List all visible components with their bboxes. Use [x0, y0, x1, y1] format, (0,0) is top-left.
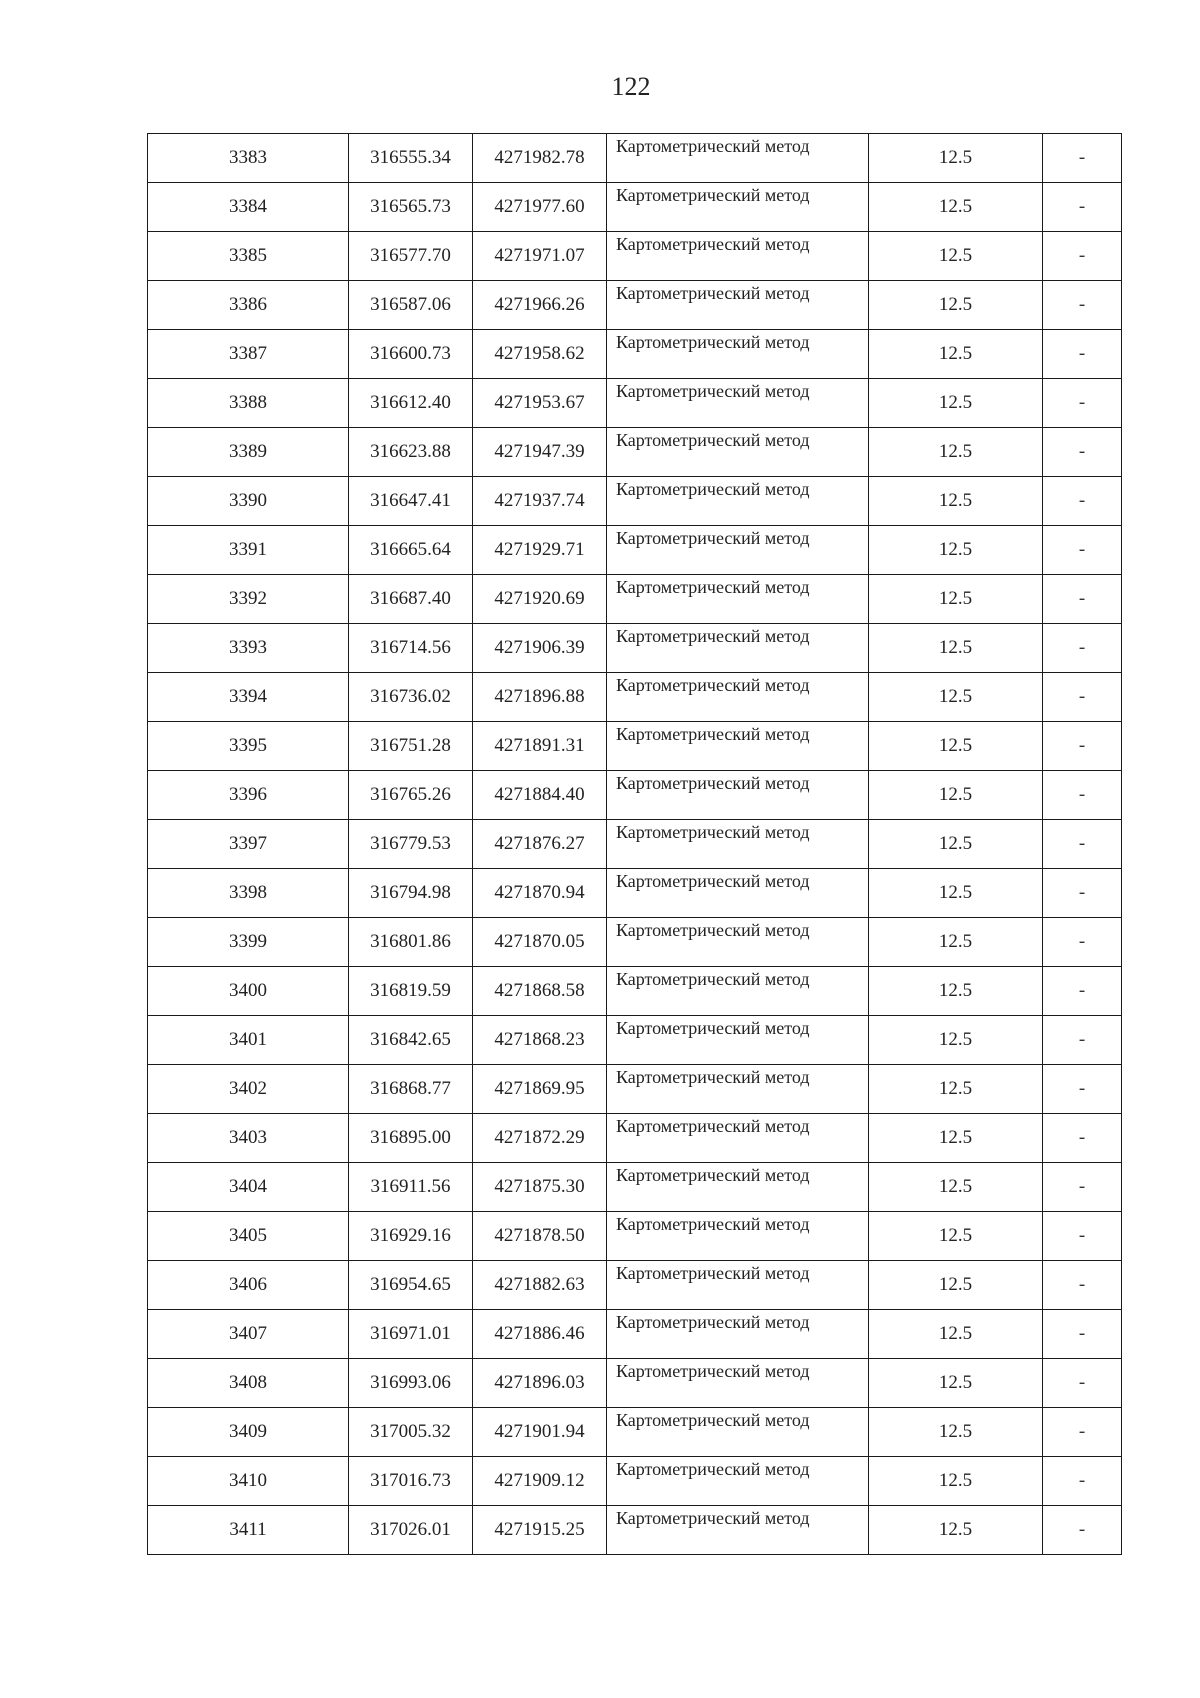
x-coordinate-cell: 316801.86 [349, 918, 473, 967]
accuracy-cell: 12.5 [869, 1506, 1043, 1555]
method-cell: Картометрический метод [607, 281, 869, 330]
y-coordinate-cell: 4271920.69 [473, 575, 607, 624]
method-cell: Картометрический метод [607, 1261, 869, 1310]
note-cell: - [1043, 575, 1122, 624]
note-cell: - [1043, 1457, 1122, 1506]
method-cell: Картометрический метод [607, 232, 869, 281]
y-coordinate-cell: 4271891.31 [473, 722, 607, 771]
note-cell: - [1043, 967, 1122, 1016]
point-number-cell: 3405 [148, 1212, 349, 1261]
y-coordinate-cell: 4271977.60 [473, 183, 607, 232]
y-coordinate-cell: 4271870.05 [473, 918, 607, 967]
accuracy-cell: 12.5 [869, 820, 1043, 869]
accuracy-cell: 12.5 [869, 1212, 1043, 1261]
note-cell: - [1043, 820, 1122, 869]
table-row [148, 869, 1122, 918]
method-cell: Картометрический метод [607, 1359, 869, 1408]
note-cell: - [1043, 624, 1122, 673]
x-coordinate-cell: 316819.59 [349, 967, 473, 1016]
table-row [148, 1016, 1122, 1065]
y-coordinate-cell: 4271909.12 [473, 1457, 607, 1506]
point-number-cell: 3410 [148, 1457, 349, 1506]
x-coordinate-cell: 316868.77 [349, 1065, 473, 1114]
table-row [148, 1065, 1122, 1114]
table-row [148, 820, 1122, 869]
method-cell: Картометрический метод [607, 1457, 869, 1506]
y-coordinate-cell: 4271884.40 [473, 771, 607, 820]
x-coordinate-cell: 316765.26 [349, 771, 473, 820]
accuracy-cell: 12.5 [869, 1261, 1043, 1310]
y-coordinate-cell: 4271876.27 [473, 820, 607, 869]
y-coordinate-cell: 4271878.50 [473, 1212, 607, 1261]
point-number-cell: 3399 [148, 918, 349, 967]
accuracy-cell: 12.5 [869, 1065, 1043, 1114]
x-coordinate-cell: 316842.65 [349, 1016, 473, 1065]
accuracy-cell: 12.5 [869, 477, 1043, 526]
table-row [148, 134, 1122, 183]
note-cell: - [1043, 1359, 1122, 1408]
note-cell: - [1043, 1114, 1122, 1163]
point-number-cell: 3401 [148, 1016, 349, 1065]
point-number-cell: 3402 [148, 1065, 349, 1114]
accuracy-cell: 12.5 [869, 1408, 1043, 1457]
method-cell: Картометрический метод [607, 183, 869, 232]
y-coordinate-cell: 4271906.39 [473, 624, 607, 673]
method-cell: Картометрический метод [607, 771, 869, 820]
x-coordinate-cell: 316577.70 [349, 232, 473, 281]
y-coordinate-cell: 4271868.58 [473, 967, 607, 1016]
note-cell: - [1043, 134, 1122, 183]
y-coordinate-cell: 4271875.30 [473, 1163, 607, 1212]
table-row [148, 281, 1122, 330]
x-coordinate-cell: 316929.16 [349, 1212, 473, 1261]
table-row [148, 428, 1122, 477]
method-cell: Картометрический метод [607, 428, 869, 477]
method-cell: Картометрический метод [607, 918, 869, 967]
point-number-cell: 3409 [148, 1408, 349, 1457]
note-cell: - [1043, 771, 1122, 820]
y-coordinate-cell: 4271953.67 [473, 379, 607, 428]
method-cell: Картометрический метод [607, 869, 869, 918]
point-number-cell: 3390 [148, 477, 349, 526]
note-cell: - [1043, 1163, 1122, 1212]
x-coordinate-cell: 316895.00 [349, 1114, 473, 1163]
note-cell: - [1043, 526, 1122, 575]
note-cell: - [1043, 869, 1122, 918]
method-cell: Картометрический метод [607, 722, 869, 771]
accuracy-cell: 12.5 [869, 575, 1043, 624]
method-cell: Картометрический метод [607, 1310, 869, 1359]
page-number: 122 [611, 72, 651, 101]
method-cell: Картометрический метод [607, 477, 869, 526]
table-row [148, 575, 1122, 624]
point-number-cell: 3388 [148, 379, 349, 428]
accuracy-cell: 12.5 [869, 183, 1043, 232]
point-number-cell: 3392 [148, 575, 349, 624]
table-row [148, 232, 1122, 281]
table-row [148, 967, 1122, 1016]
point-number-cell: 3386 [148, 281, 349, 330]
table-row [148, 1261, 1122, 1310]
method-cell: Картометрический метод [607, 1163, 869, 1212]
accuracy-cell: 12.5 [869, 1359, 1043, 1408]
y-coordinate-cell: 4271966.26 [473, 281, 607, 330]
table-row [148, 1359, 1122, 1408]
point-number-cell: 3393 [148, 624, 349, 673]
method-cell: Картометрический метод [607, 1114, 869, 1163]
table-row [148, 477, 1122, 526]
point-number-cell: 3398 [148, 869, 349, 918]
method-cell: Картометрический метод [607, 1065, 869, 1114]
x-coordinate-cell: 317016.73 [349, 1457, 473, 1506]
method-cell: Картометрический метод [607, 673, 869, 722]
point-number-cell: 3389 [148, 428, 349, 477]
x-coordinate-cell: 316623.88 [349, 428, 473, 477]
table-row [148, 1457, 1122, 1506]
point-number-cell: 3411 [148, 1506, 349, 1555]
point-number-cell: 3391 [148, 526, 349, 575]
coordinates-table [147, 133, 1122, 1555]
point-number-cell: 3397 [148, 820, 349, 869]
x-coordinate-cell: 316714.56 [349, 624, 473, 673]
note-cell: - [1043, 1016, 1122, 1065]
accuracy-cell: 12.5 [869, 1163, 1043, 1212]
y-coordinate-cell: 4271882.63 [473, 1261, 607, 1310]
point-number-cell: 3406 [148, 1261, 349, 1310]
accuracy-cell: 12.5 [869, 526, 1043, 575]
accuracy-cell: 12.5 [869, 1457, 1043, 1506]
note-cell: - [1043, 918, 1122, 967]
note-cell: - [1043, 477, 1122, 526]
method-cell: Картометрический метод [607, 330, 869, 379]
note-cell: - [1043, 722, 1122, 771]
note-cell: - [1043, 379, 1122, 428]
y-coordinate-cell: 4271896.88 [473, 673, 607, 722]
method-cell: Картометрический метод [607, 820, 869, 869]
point-number-cell: 3407 [148, 1310, 349, 1359]
table-row [148, 183, 1122, 232]
method-cell: Картометрический метод [607, 379, 869, 428]
point-number-cell: 3384 [148, 183, 349, 232]
y-coordinate-cell: 4271982.78 [473, 134, 607, 183]
table-row [148, 1212, 1122, 1261]
x-coordinate-cell: 316993.06 [349, 1359, 473, 1408]
method-cell: Картометрический метод [607, 624, 869, 673]
accuracy-cell: 12.5 [869, 134, 1043, 183]
table-row [148, 330, 1122, 379]
note-cell: - [1043, 1506, 1122, 1555]
accuracy-cell: 12.5 [869, 673, 1043, 722]
accuracy-cell: 12.5 [869, 771, 1043, 820]
method-cell: Картометрический метод [607, 1212, 869, 1261]
y-coordinate-cell: 4271971.07 [473, 232, 607, 281]
x-coordinate-cell: 316565.73 [349, 183, 473, 232]
x-coordinate-cell: 316954.65 [349, 1261, 473, 1310]
note-cell: - [1043, 673, 1122, 722]
note-cell: - [1043, 1408, 1122, 1457]
note-cell: - [1043, 1212, 1122, 1261]
y-coordinate-cell: 4271868.23 [473, 1016, 607, 1065]
table-row [148, 1163, 1122, 1212]
point-number-cell: 3396 [148, 771, 349, 820]
accuracy-cell: 12.5 [869, 330, 1043, 379]
note-cell: - [1043, 232, 1122, 281]
x-coordinate-cell: 316751.28 [349, 722, 473, 771]
point-number-cell: 3400 [148, 967, 349, 1016]
table-row [148, 526, 1122, 575]
x-coordinate-cell: 317026.01 [349, 1506, 473, 1555]
point-number-cell: 3404 [148, 1163, 349, 1212]
note-cell: - [1043, 1310, 1122, 1359]
table-row [148, 771, 1122, 820]
y-coordinate-cell: 4271915.25 [473, 1506, 607, 1555]
point-number-cell: 3385 [148, 232, 349, 281]
accuracy-cell: 12.5 [869, 281, 1043, 330]
table-row [148, 1408, 1122, 1457]
accuracy-cell: 12.5 [869, 379, 1043, 428]
x-coordinate-cell: 316779.53 [349, 820, 473, 869]
point-number-cell: 3408 [148, 1359, 349, 1408]
table-body [148, 134, 1122, 1555]
table-row [148, 1310, 1122, 1359]
note-cell: - [1043, 183, 1122, 232]
y-coordinate-cell: 4271901.94 [473, 1408, 607, 1457]
x-coordinate-cell: 316794.98 [349, 869, 473, 918]
point-number-cell: 3387 [148, 330, 349, 379]
y-coordinate-cell: 4271869.95 [473, 1065, 607, 1114]
table-row [148, 1114, 1122, 1163]
y-coordinate-cell: 4271947.39 [473, 428, 607, 477]
point-number-cell: 3403 [148, 1114, 349, 1163]
accuracy-cell: 12.5 [869, 722, 1043, 771]
table-row [148, 379, 1122, 428]
x-coordinate-cell: 316911.56 [349, 1163, 473, 1212]
point-number-cell: 3383 [148, 134, 349, 183]
accuracy-cell: 12.5 [869, 232, 1043, 281]
table-row [148, 1506, 1122, 1555]
accuracy-cell: 12.5 [869, 967, 1043, 1016]
y-coordinate-cell: 4271886.46 [473, 1310, 607, 1359]
x-coordinate-cell: 316555.34 [349, 134, 473, 183]
x-coordinate-cell: 316647.41 [349, 477, 473, 526]
accuracy-cell: 12.5 [869, 624, 1043, 673]
x-coordinate-cell: 317005.32 [349, 1408, 473, 1457]
point-number-cell: 3395 [148, 722, 349, 771]
table-row [148, 918, 1122, 967]
method-cell: Картометрический метод [607, 1408, 869, 1457]
note-cell: - [1043, 1065, 1122, 1114]
x-coordinate-cell: 316971.01 [349, 1310, 473, 1359]
x-coordinate-cell: 316687.40 [349, 575, 473, 624]
y-coordinate-cell: 4271896.03 [473, 1359, 607, 1408]
note-cell: - [1043, 1261, 1122, 1310]
accuracy-cell: 12.5 [869, 1114, 1043, 1163]
accuracy-cell: 12.5 [869, 869, 1043, 918]
x-coordinate-cell: 316587.06 [349, 281, 473, 330]
method-cell: Картометрический метод [607, 526, 869, 575]
point-number-cell: 3394 [148, 673, 349, 722]
y-coordinate-cell: 4271870.94 [473, 869, 607, 918]
x-coordinate-cell: 316612.40 [349, 379, 473, 428]
x-coordinate-cell: 316665.64 [349, 526, 473, 575]
method-cell: Картометрический метод [607, 1506, 869, 1555]
table-row [148, 624, 1122, 673]
x-coordinate-cell: 316600.73 [349, 330, 473, 379]
accuracy-cell: 12.5 [869, 1310, 1043, 1359]
accuracy-cell: 12.5 [869, 1016, 1043, 1065]
method-cell: Картометрический метод [607, 967, 869, 1016]
accuracy-cell: 12.5 [869, 428, 1043, 477]
method-cell: Картометрический метод [607, 1016, 869, 1065]
note-cell: - [1043, 330, 1122, 379]
y-coordinate-cell: 4271937.74 [473, 477, 607, 526]
y-coordinate-cell: 4271872.29 [473, 1114, 607, 1163]
table-row [148, 722, 1122, 771]
method-cell: Картометрический метод [607, 575, 869, 624]
y-coordinate-cell: 4271958.62 [473, 330, 607, 379]
method-cell: Картометрический метод [607, 134, 869, 183]
y-coordinate-cell: 4271929.71 [473, 526, 607, 575]
accuracy-cell: 12.5 [869, 918, 1043, 967]
table-row [148, 673, 1122, 722]
note-cell: - [1043, 281, 1122, 330]
note-cell: - [1043, 428, 1122, 477]
x-coordinate-cell: 316736.02 [349, 673, 473, 722]
